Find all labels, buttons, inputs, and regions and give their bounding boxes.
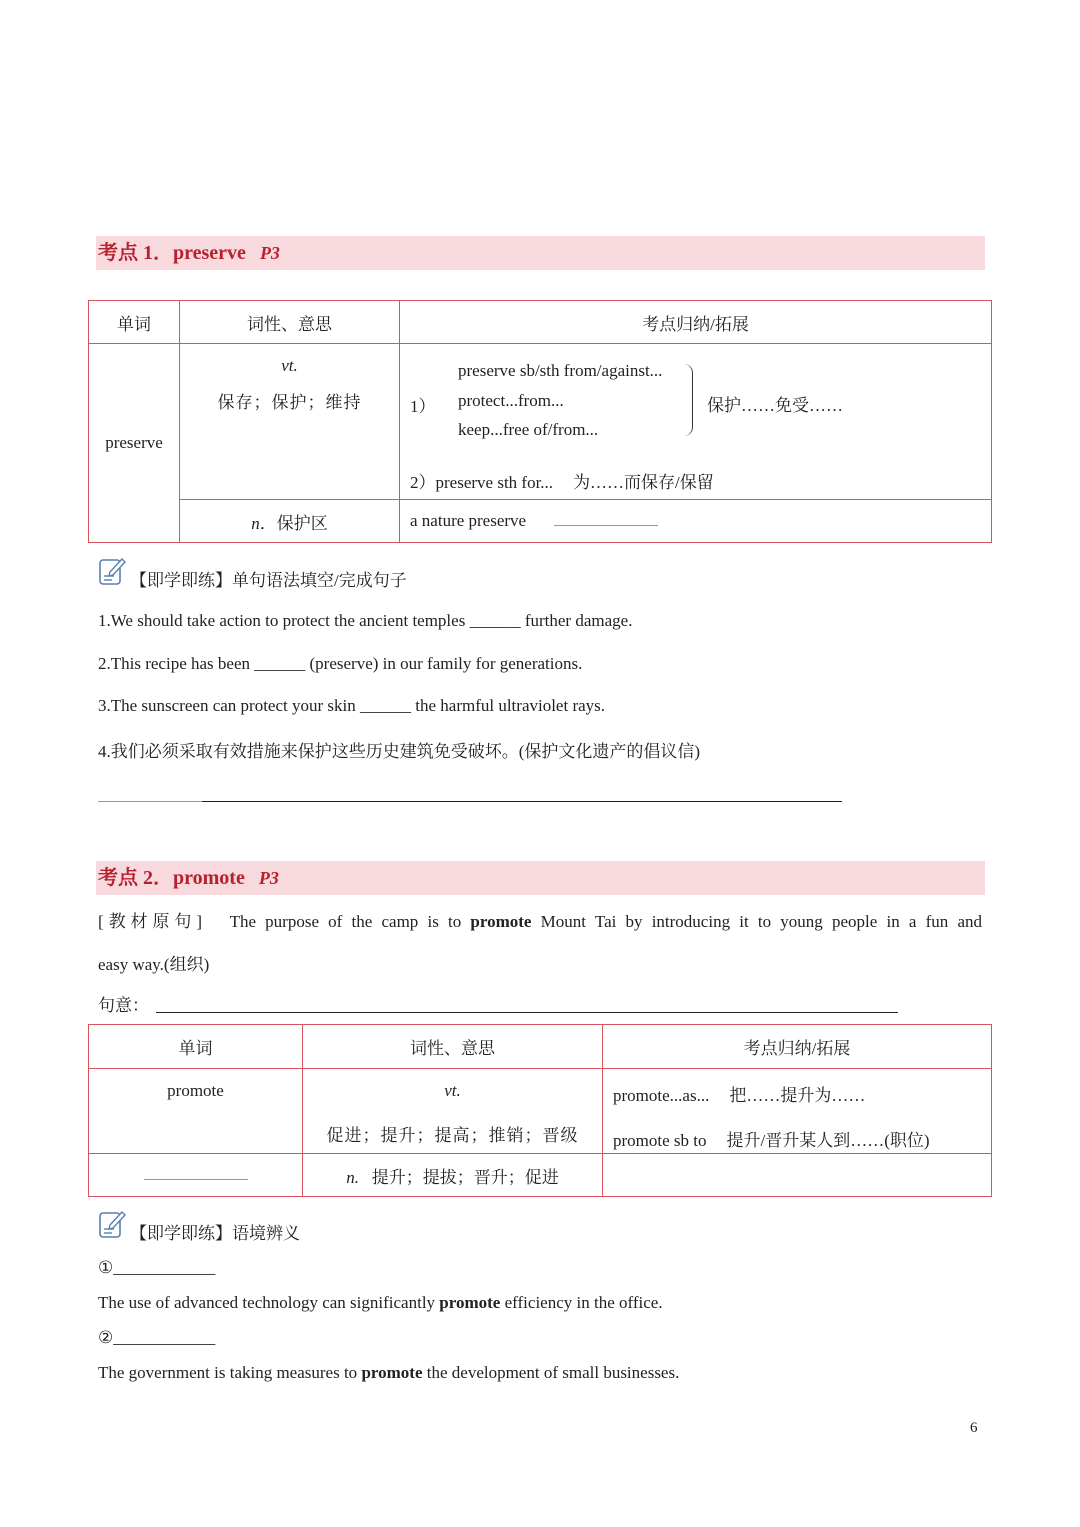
noun-meaning: ．保护区 [259,513,328,533]
pos-label: vt. [444,1081,461,1100]
exercise-sentence: 4.我们必须采取有效措施来保护这些历史建筑免受破坏。(保护文化遗产的倡议信) [98,742,701,761]
noun-meaning: 提升；提拔；晋升；促进 [371,1167,559,1187]
item-number: ① [98,1258,114,1277]
phrase-meaning: 保护……免受…… [707,396,843,415]
source-keyword: promote [470,912,532,931]
extension-cell [603,1069,992,1154]
fill-blank[interactable]: ______ [469,611,521,630]
header-meaning: 词性、意思 [180,301,400,344]
vocab-table [88,1024,992,1197]
sentence-keyword: promote [361,1363,423,1382]
section-header [96,861,985,895]
exercise-text: the harmful ultraviolet rays. [411,696,606,715]
answer-blank[interactable] [144,1179,248,1180]
header-word: 单词 [89,301,180,344]
phrase: promote...as... [613,1086,710,1105]
section-header [96,236,985,270]
noun-example: a nature preserve [410,511,527,530]
sentence-keyword: promote [439,1293,501,1312]
item-number: ② [98,1328,114,1347]
header-word: 单词 [89,1025,303,1069]
section-title: 考点 1．preserve [98,242,246,264]
noun-cell [180,500,400,543]
sentence-text: The use of advanced technology can significantly [98,1293,440,1312]
fill-blank[interactable]: ______ [360,696,411,715]
note-edit-icon [98,556,128,586]
source-sentence [98,907,982,932]
exercise-sentence [98,696,605,716]
phrase-line: preserve sb/sth from/against... [458,361,663,380]
noun-example-cell [400,500,992,543]
practice-title: 【即学即练】单句语法填空/完成句子 [130,571,407,590]
phrase-meaning: 把……提升为…… [729,1086,866,1105]
exercise-text: further damage. [520,611,633,630]
practice-title: 【即学即练】语境辨义 [130,1224,300,1243]
answer-line[interactable] [202,801,842,802]
item2-meaning: 为……而保存/保留 [573,473,714,492]
word-cell [89,344,180,543]
section-title: 考点 2．promote [98,867,245,889]
item2 [410,468,714,493]
meaning-label: 句意： [98,996,149,1015]
empty-cell [603,1154,992,1197]
exercise-text: 2.This recipe has been [98,654,255,673]
header-extension: 考点归纳/拓展 [603,1025,992,1069]
word-cell [89,1069,303,1154]
brace-icon [684,364,693,436]
exercise-text: (preserve) in our family for generations. [305,654,583,673]
fill-blank[interactable]: ____________ [113,1258,216,1277]
exercise-sentence [98,611,632,631]
word: preserve [105,433,163,452]
noun-label: n [251,513,260,533]
noun-word-cell [89,1154,303,1197]
pos-label: vt. [281,356,298,375]
note-edit-icon [98,1209,128,1239]
exercise-text: 3.The sunscreen can protect your skin [98,696,360,715]
header-extension: 考点归纳/拓展 [400,301,992,344]
context-sentence [98,1293,663,1313]
answer-blank[interactable] [554,525,658,526]
source-text: The purpose of the camp is to [229,912,471,931]
header-meaning: 词性、意思 [303,1025,603,1069]
vocab-table [88,300,992,543]
source-label: [教材原句] [98,912,202,931]
sentence-text: efficiency in the office. [500,1293,663,1312]
pos-meaning: 保存；保护；维持 [217,393,362,412]
pos-cell [303,1069,603,1154]
phrase-line: keep...free of/from... [458,420,599,439]
pos-meaning: 促进；提升；提高；推销；晋级 [326,1126,579,1145]
sentence-text: The government is taking measures to [98,1363,362,1382]
page-ref: P3 [258,868,279,888]
exercise-sentence [98,654,582,674]
phrase: promote sb to [613,1131,707,1150]
answer-item [98,1328,215,1348]
sentence-text: the development of small businesses. [422,1363,680,1382]
pos-cell [180,344,400,500]
phrase-row [613,1081,991,1106]
item2-phrase: 2）preserve sth for... [410,473,554,492]
source-text: Mount Tai by introducing it to young people in a fun and [531,912,983,931]
source-line2: easy way.(组织) [98,955,210,974]
answer-line-accent [98,801,202,802]
phrase-line: protect...from... [458,391,564,410]
answer-item [98,1258,215,1278]
noun-label: n. [346,1167,359,1187]
item-number: 1） [410,397,436,416]
page-number: 6 [970,1420,978,1436]
phrase-row [613,1126,991,1151]
fill-blank[interactable]: ____________ [113,1328,216,1347]
word: promote [167,1081,224,1100]
exercise-text: 1.We should take action to protect the ancient temples [98,611,470,630]
noun-cell [303,1154,603,1197]
context-sentence [98,1363,679,1383]
meaning-answer-line[interactable] [156,1012,898,1013]
page-ref: P3 [259,243,280,263]
phrase-meaning: 提升/晋升某人到……(职位) [726,1131,930,1150]
extension-cell [400,344,992,500]
fill-blank[interactable]: ______ [254,654,306,673]
